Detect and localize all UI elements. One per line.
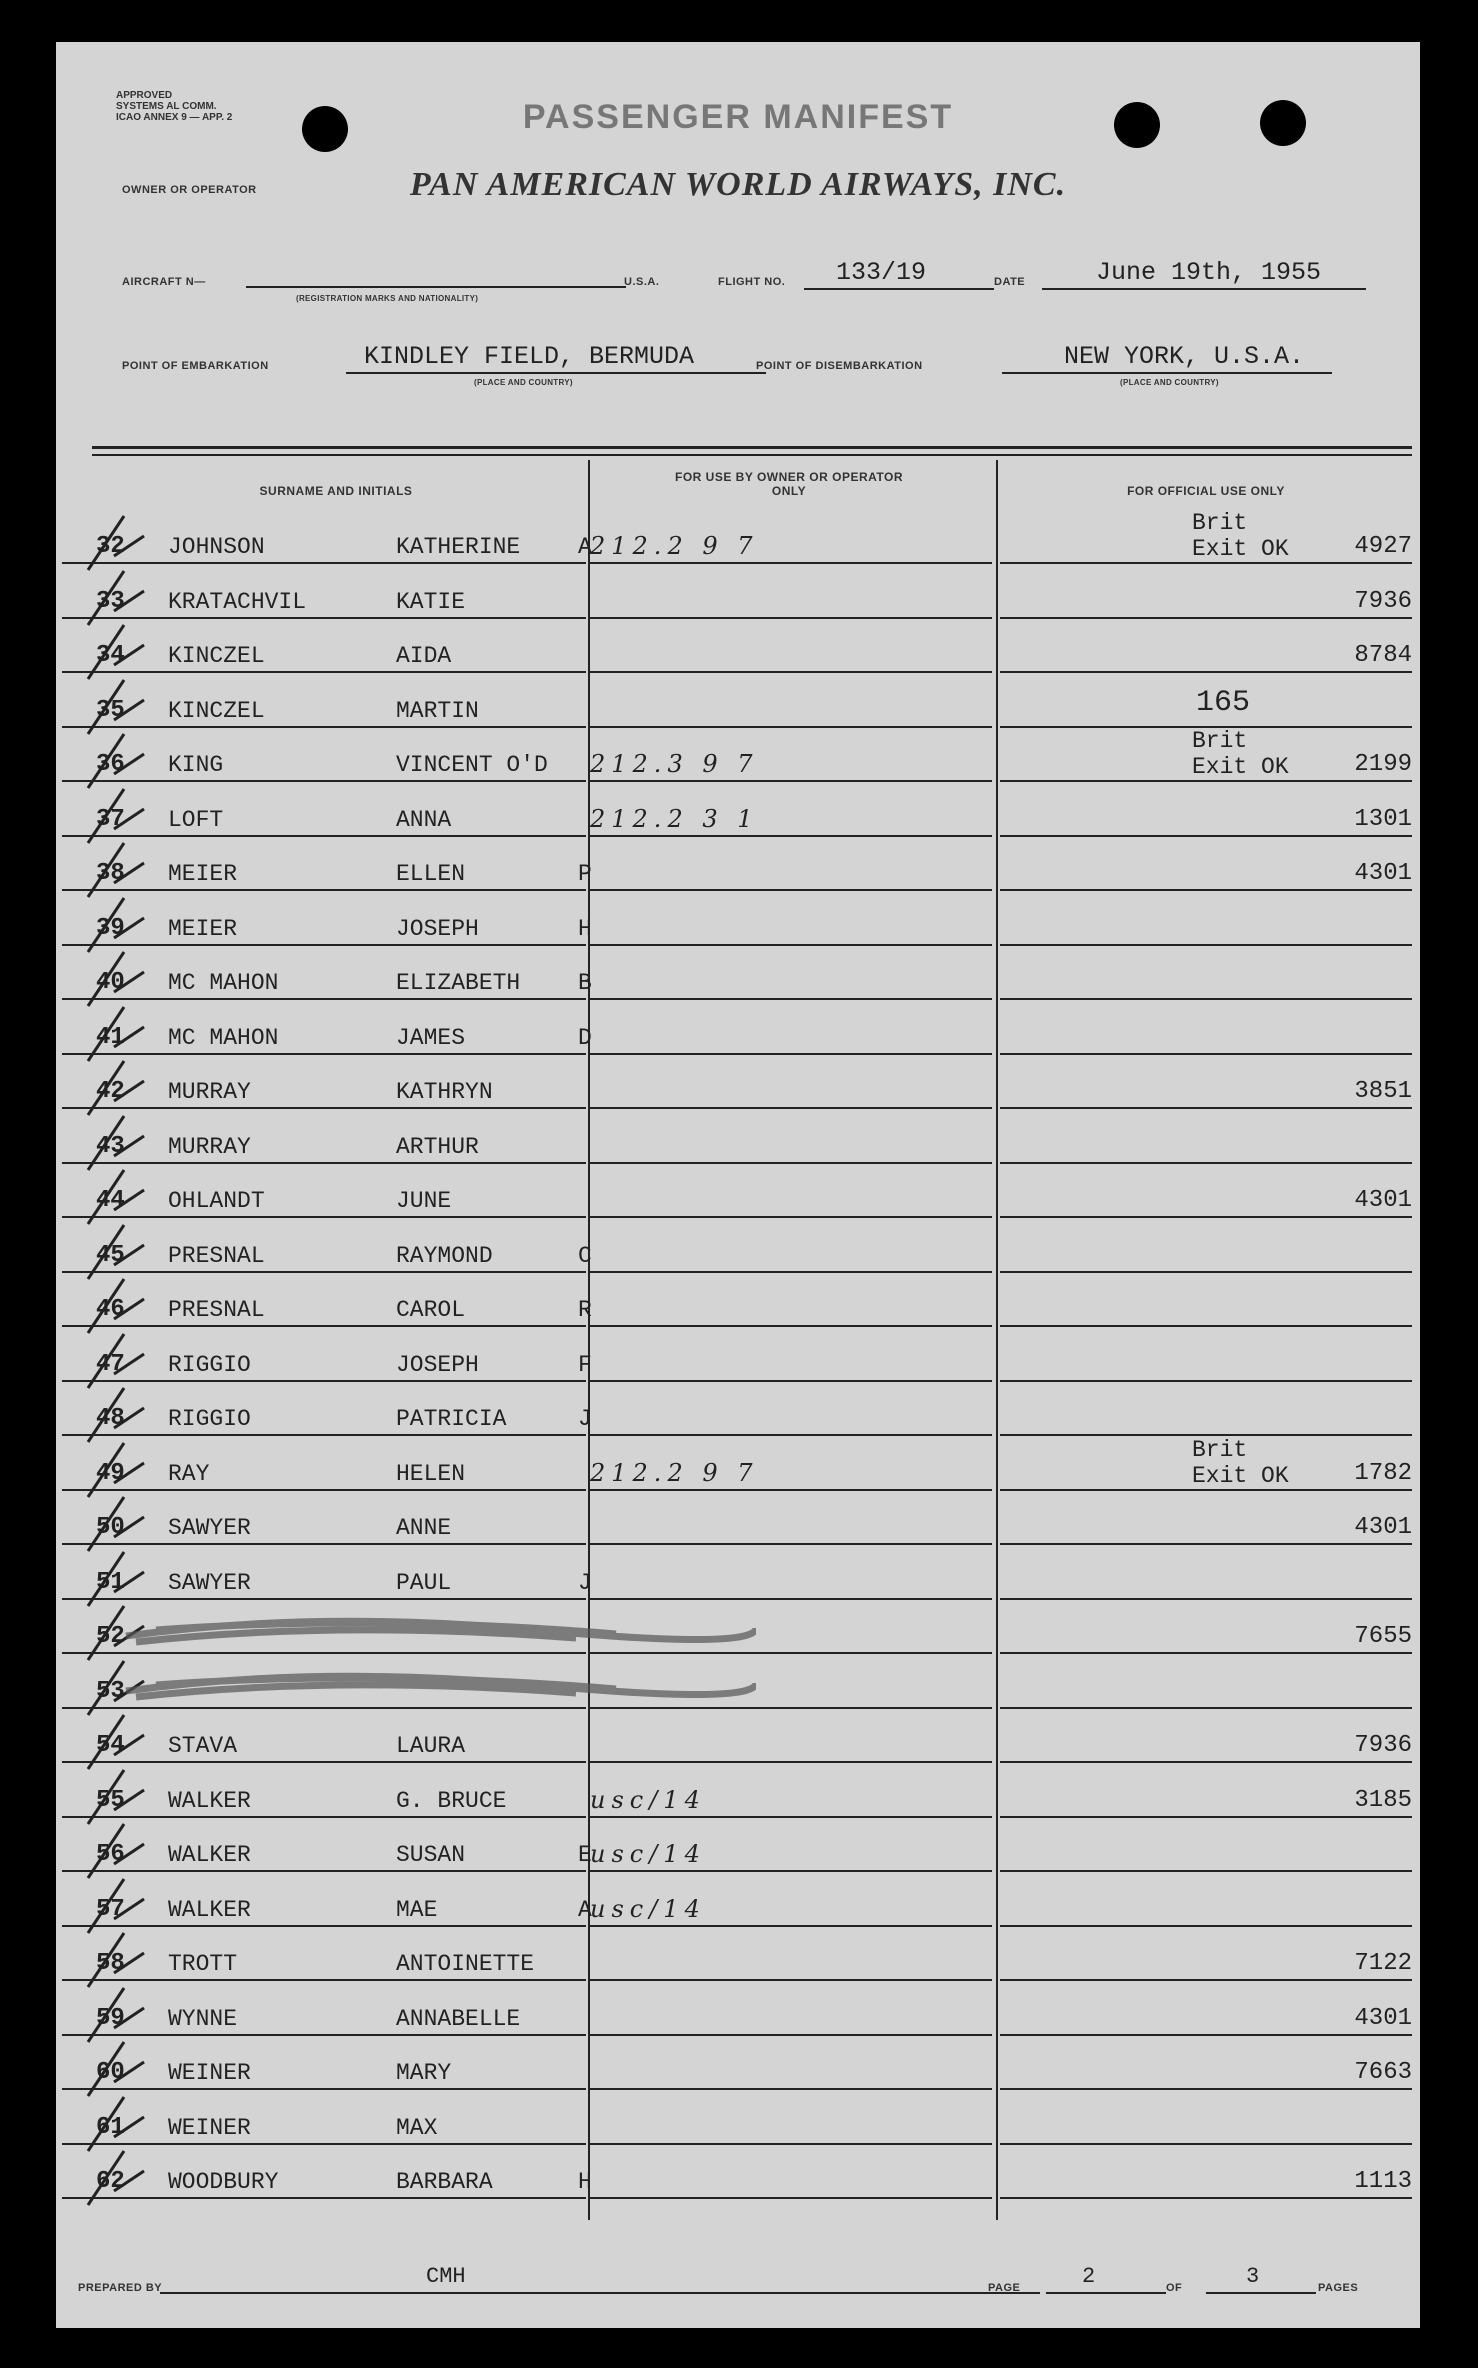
passenger-number: 62 [96,2168,125,2195]
passenger-number: 59 [96,2004,125,2032]
aircraft-label: AIRCRAFT N— [122,276,206,288]
passenger-surname: KINCZEL [168,643,265,669]
passenger-initial: A [578,534,592,560]
scribble-redaction-icon [116,1655,756,1709]
flight-line [804,288,994,290]
passenger-surname: JOHNSON [168,534,265,560]
passenger-number: 46 [96,1296,125,1323]
passenger-row [56,1164,1420,1218]
passenger-row [56,1110,1420,1164]
passenger-row [56,674,1420,728]
manifest-page [56,42,1420,2328]
passenger-surname: MURRAY [168,1133,251,1160]
passenger-row [56,619,1420,673]
disembark-caption: (PLACE AND COUNTRY) [1120,378,1219,387]
official-number: 8784 [1354,642,1412,669]
aircraft-line [246,286,626,288]
passenger-given-name: ANNABELLE [396,2005,521,2032]
passenger-number: 34 [96,642,125,669]
flight-number: 133/19 [836,258,927,287]
column-header-surname: SURNAME AND INITIALS [259,484,413,498]
official-number: 7663 [1354,2059,1412,2086]
passenger-surname: WYNNE [168,2005,238,2032]
passenger-surname: RIGGIO [168,1406,251,1432]
passenger-given-name: MAX [396,2114,438,2141]
passenger-row [56,1328,1420,1382]
scribble-redaction-icon [116,1600,756,1654]
prepared-by: CMH [426,2264,466,2289]
passenger-number: 32 [96,533,125,560]
official-number: 1113 [1354,2168,1412,2195]
passenger-surname: MEIER [168,861,238,887]
passenger-initial: R [578,1297,592,1323]
passenger-row [56,783,1420,837]
passenger-surname: WEINER [168,2060,251,2086]
date-line [1042,288,1366,290]
passenger-surname: MEIER [168,915,238,942]
approval-line: ICAO ANNEX 9 — APP. 2 [116,112,233,123]
official-note: Brit Exit OK [1192,510,1289,562]
passenger-given-name: JOSEPH [396,915,479,942]
embark-label: POINT OF EMBARKATION [122,360,269,372]
owner-note: 212.2 3 1 [590,804,759,833]
passenger-number: 48 [96,1405,125,1432]
passenger-given-name: ANTOINETTE [396,1951,535,1977]
official-number: 3851 [1354,1078,1412,1105]
passenger-given-name: VINCENT O'D [396,752,548,778]
passenger-row [56,1219,1420,1273]
passenger-surname: PRESNAL [168,1297,265,1323]
official-note: Brit Exit OK [1192,1436,1289,1489]
passenger-row [56,837,1420,891]
passenger-initial: E [578,1842,592,1868]
page-line [1046,2292,1166,2294]
passenger-number: 40 [96,969,125,996]
top-official-note: 165 [1196,686,1251,720]
official-number: 7936 [1354,1732,1412,1759]
passenger-number: 43 [96,1132,125,1160]
flight-date: June 19th, 1955 [1096,258,1322,287]
approval-line: APPROVED [116,90,173,101]
passenger-number: 44 [96,1187,125,1214]
passenger-given-name: G. BRUCE [396,1787,507,1814]
usa-label: U.S.A. [624,276,660,288]
passenger-number: 36 [96,751,125,778]
passenger-row [56,946,1420,1000]
row-rule [590,2197,992,2199]
passenger-surname: MC MAHON [168,1024,279,1051]
passenger-row [56,1001,1420,1055]
passenger-given-name: ANNE [396,1515,452,1541]
passenger-row [56,1818,1420,1872]
owner-note: usc/14 [590,1785,706,1814]
passenger-surname: PRESNAL [168,1242,265,1269]
page-label: PAGE [988,2282,1021,2294]
passenger-number: 49 [96,1459,125,1487]
official-number: 4301 [1354,860,1412,887]
passenger-surname: MURRAY [168,1079,251,1105]
passenger-given-name: SUSAN [396,1842,466,1868]
column-header-owner: FOR USE BY OWNER OR OPERATOR ONLY [674,470,904,498]
passenger-initial: H [578,2169,592,2195]
passenger-row [56,565,1420,619]
passenger-initial: J [578,1569,592,1596]
passenger-number: 56 [96,1841,125,1868]
passenger-given-name: JOSEPH [396,1351,479,1378]
passenger-given-name: ELLEN [396,861,466,887]
owner-note: 212.2 9 7 [590,1458,759,1487]
passenger-surname: OHLANDT [168,1188,265,1214]
passenger-given-name: MARTIN [396,697,479,724]
passenger-number: 57 [96,1895,125,1923]
passenger-surname: RIGGIO [168,1351,251,1378]
passenger-given-name: HELEN [396,1460,466,1487]
passenger-number: 53 [96,1677,125,1705]
official-note: Brit Exit OK [1192,728,1289,780]
passenger-number: 45 [96,1241,125,1269]
row-rule [1000,2197,1412,2199]
passenger-row [56,1491,1420,1545]
passenger-given-name: MAE [396,1896,438,1923]
passenger-given-name: KATHERINE [396,534,521,560]
of-line [1206,2292,1316,2294]
passenger-surname: WALKER [168,1896,251,1923]
passenger-row [56,2091,1420,2145]
passenger-given-name: MARY [396,2060,452,2086]
passenger-initial: B [578,970,592,996]
passenger-given-name: PAUL [396,1569,452,1596]
official-number: 3185 [1354,1786,1412,1814]
passenger-row [56,1764,1420,1818]
disembark-label: POINT OF DISEMBARKATION [756,360,923,372]
official-number: 7655 [1354,1623,1412,1650]
passenger-initial: A [578,1896,592,1923]
passenger-number: 39 [96,914,125,942]
passenger-surname: SAWYER [168,1569,251,1596]
pages-label: PAGES [1318,2282,1359,2294]
passenger-given-name: KATIE [396,588,466,615]
passenger-surname: SAWYER [168,1515,251,1541]
passenger-surname: RAY [168,1460,210,1487]
owner-note: usc/14 [590,1840,706,1868]
passenger-number: 47 [96,1350,125,1378]
owner-note: 212.3 9 7 [590,750,759,778]
passenger-given-name: PATRICIA [396,1406,507,1432]
passenger-number: 61 [96,2113,125,2141]
official-number: 2199 [1354,751,1412,778]
passenger-given-name: RAYMOND [396,1242,493,1269]
passenger-number: 42 [96,1078,125,1105]
date-label: DATE [994,276,1026,288]
passenger-given-name: LAURA [396,1733,466,1759]
passenger-surname: WALKER [168,1787,251,1814]
passenger-row [56,1055,1420,1109]
passenger-surname: WOODBURY [168,2169,279,2195]
passenger-row [56,1273,1420,1327]
prepared-line [160,2292,1040,2294]
passenger-row [56,1873,1420,1927]
passenger-number: 33 [96,587,125,615]
passenger-row [56,2036,1420,2090]
passenger-row [56,510,1420,564]
passenger-number: 38 [96,860,125,887]
passenger-surname: MC MAHON [168,970,279,996]
passenger-number: 51 [96,1568,125,1596]
passenger-initial: J [578,1406,592,1432]
passenger-row [56,1546,1420,1600]
header-rule [92,454,1412,456]
embark-caption: (PLACE AND COUNTRY) [474,378,573,387]
passenger-number: 58 [96,1950,125,1977]
passenger-row [56,1600,1420,1654]
page-title: PASSENGER MANIFEST [522,98,954,136]
column-header-official: FOR OFFICIAL USE ONLY [1127,484,1285,498]
check-tick-icon [84,2141,154,2211]
page-number: 2 [1082,2264,1096,2289]
passenger-given-name: ANNA [396,806,452,833]
passenger-surname: KRATACHVIL [168,588,307,615]
passenger-given-name: CAROL [396,1297,466,1323]
official-number: 1782 [1354,1459,1412,1487]
official-number: 4301 [1354,1187,1412,1214]
owner-note: 212.2 9 7 [590,532,759,560]
passenger-surname: LOFT [168,806,224,833]
passenger-given-name: JAMES [396,1024,466,1051]
passenger-surname: KINCZEL [168,697,265,724]
official-number: 7936 [1354,587,1412,615]
passenger-initial: C [578,1242,592,1269]
page-total: 3 [1246,2264,1260,2289]
disembark-place: NEW YORK, U.S.A. [1064,342,1305,371]
passenger-number: 60 [96,2059,125,2086]
passenger-row [56,892,1420,946]
passenger-given-name: KATHRYN [396,1079,493,1105]
passenger-surname: STAVA [168,1733,238,1759]
official-number: 4927 [1354,533,1412,560]
passenger-number: 37 [96,805,125,833]
passenger-surname: WEINER [168,2114,251,2141]
owner-label: OWNER OR OPERATOR [122,184,257,196]
passenger-given-name: ARTHUR [396,1133,479,1160]
passenger-number: 54 [96,1732,125,1759]
passenger-initial: D [578,1024,592,1051]
passenger-number: 52 [96,1623,125,1650]
header-rule [92,446,1412,449]
passenger-row [56,2145,1420,2199]
registration-caption: (REGISTRATION MARKS AND NATIONALITY) [296,294,479,303]
prepared-label: PREPARED BY [78,2282,163,2294]
passenger-surname: KING [168,752,224,778]
official-number: 1301 [1354,805,1412,833]
passenger-surname: WALKER [168,1842,251,1868]
passenger-row [56,1709,1420,1763]
flight-label: FLIGHT NO. [718,276,786,288]
passenger-initial: F [578,1351,592,1378]
passenger-row [56,1437,1420,1491]
passenger-row [56,1927,1420,1981]
passenger-surname: TROTT [168,1951,238,1977]
embark-line [346,372,766,374]
approval-line: SYSTEMS AL COMM. [116,101,217,112]
official-number: 7122 [1354,1950,1412,1977]
passenger-row [56,1655,1420,1709]
passenger-number: 35 [96,696,125,724]
disembark-line [1002,372,1332,374]
official-number: 4301 [1354,1514,1412,1541]
passenger-row [56,1982,1420,2036]
official-number: 4301 [1354,2004,1412,2032]
embark-place: KINDLEY FIELD, BERMUDA [364,342,695,371]
passenger-initial: P [578,861,592,887]
passenger-number: 50 [96,1514,125,1541]
passenger-given-name: ELIZABETH [396,970,521,996]
passenger-given-name: AIDA [396,643,452,669]
of-label: OF [1166,2282,1183,2294]
passenger-given-name: BARBARA [396,2169,493,2195]
passenger-given-name: JUNE [396,1188,452,1214]
passenger-number: 55 [96,1786,125,1814]
passenger-row [56,728,1420,782]
passenger-number: 41 [96,1023,125,1051]
passenger-row [56,1382,1420,1436]
passenger-initial: H [578,915,592,942]
company-name: PAN AMERICAN WORLD AIRWAYS, INC. [409,166,1067,203]
owner-note: usc/14 [590,1894,706,1923]
